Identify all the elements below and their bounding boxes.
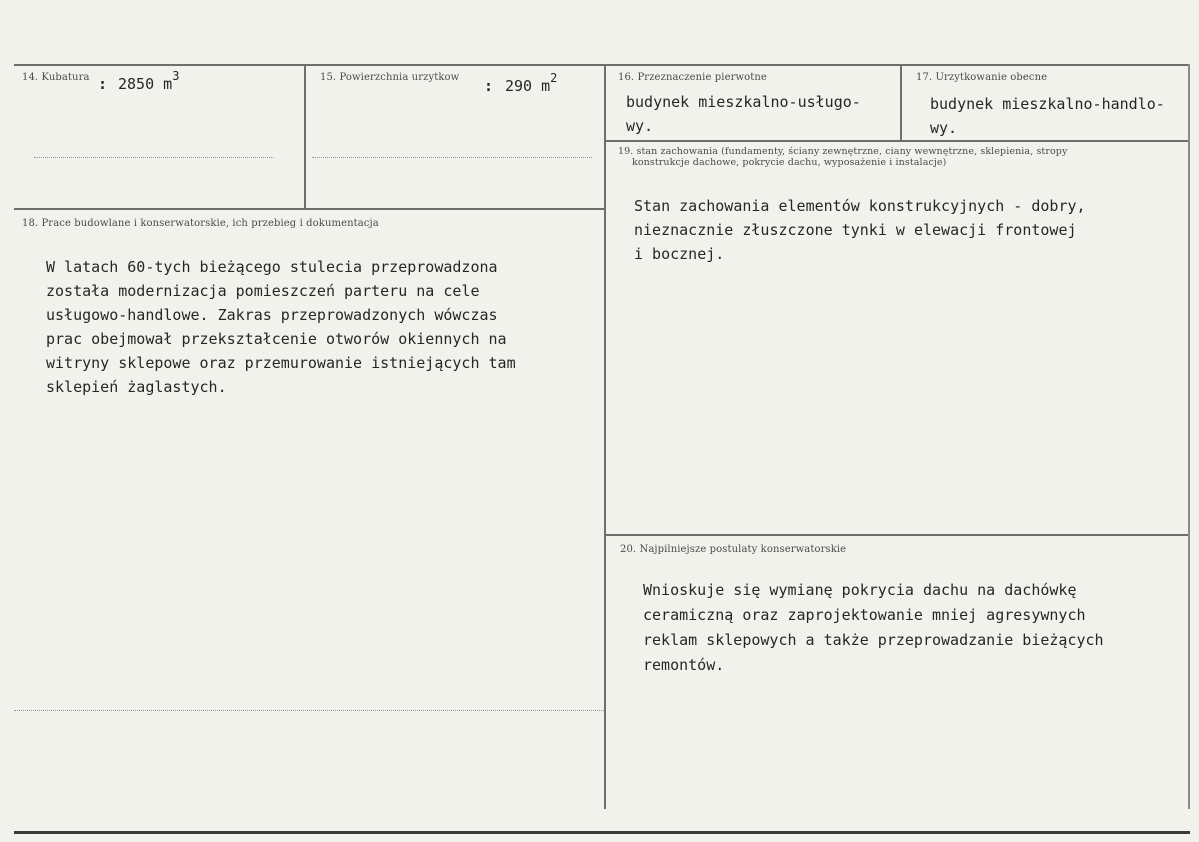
field-17-label: 17. Urzytkowanie obecne bbox=[916, 72, 1048, 83]
field-20-line: remontów. bbox=[643, 656, 725, 674]
field-16-line: budynek mieszkalno-usługo- bbox=[626, 93, 861, 111]
bottom-border-line bbox=[14, 831, 1190, 834]
field-20-line: reklam sklepowych a także przeprowadzanie bieżących bbox=[643, 631, 1104, 649]
section19-bottom-line bbox=[606, 534, 1190, 536]
right-border-line bbox=[1188, 64, 1190, 809]
field-15-superscript: 2 bbox=[550, 71, 558, 85]
field-20-line: Wnioskuje się wymianę pokrycia dachu na dachówkę bbox=[643, 581, 1077, 599]
field-17-line: wy. bbox=[930, 119, 958, 137]
dotted-guide bbox=[14, 710, 604, 711]
field-15-label: 15. Powierzchnia urzytkow bbox=[320, 72, 460, 83]
dotted-guide bbox=[312, 157, 592, 158]
field-18-line: została modernizacja pomieszczeń parteru na cele bbox=[46, 282, 480, 300]
field-19-label: 19. stan zachowania (fundamenty, ściany zewnętrzne, ciany wewnętrzne, sklepienia, stropy bbox=[618, 146, 1068, 157]
field-17-line: budynek mieszkalno-handlo- bbox=[930, 95, 1165, 113]
field-16-line: wy. bbox=[626, 117, 654, 135]
field-18-label: 18. Prace budowlane i konserwatorskie, ich przebieg i dokumentacja bbox=[22, 218, 379, 229]
field-18-line: witryny sklepowe oraz przemurowanie istniejących tam bbox=[46, 354, 516, 372]
field-15-separator: : bbox=[484, 77, 494, 95]
field-19-line: i bocznej. bbox=[634, 245, 725, 263]
field-14-superscript: 3 bbox=[172, 69, 180, 83]
field-14-separator: : bbox=[98, 75, 108, 93]
field-18-line: sklepień żaglastych. bbox=[46, 378, 227, 396]
field-14-label: 14. Kubatura bbox=[22, 72, 90, 83]
field-19-line: Stan zachowania elementów konstrukcyjnych - dobry, bbox=[634, 197, 1086, 215]
field-15-value: 290 $m^2$ bbox=[505, 71, 558, 95]
divider-14-15 bbox=[304, 64, 306, 209]
field-18-line: usługowo-handlowe. Zakras przeprowadzonych wówczas bbox=[46, 306, 498, 324]
main-vertical-divider bbox=[604, 64, 606, 809]
field-16-label: 16. Przeznaczenie pierwotne bbox=[618, 72, 767, 83]
dotted-guide bbox=[34, 157, 274, 158]
row1-bottom-line-left bbox=[14, 208, 606, 210]
field-14-value: 2850 $m^3$ bbox=[118, 69, 180, 93]
field-19-label-line2: konstrukcje dachowe, pokrycie dachu, wyposażenie i instalacje) bbox=[632, 157, 947, 168]
field-20-line: ceramiczną oraz zaprojektowanie mniej agresywnych bbox=[643, 606, 1086, 624]
top-border-line bbox=[14, 64, 1190, 66]
row1-bottom-line-right bbox=[606, 140, 1190, 142]
field-20-label: 20. Najpilniejsze postulaty konserwatorskie bbox=[620, 544, 847, 555]
divider-16-17 bbox=[900, 64, 902, 141]
field-19-line: nieznacznie złuszczone tynki w elewacji frontowej bbox=[634, 221, 1077, 239]
field-18-line: prac obejmował przekształcenie otworów okiennych na bbox=[46, 330, 507, 348]
field-18-line: W latach 60-tych bieżącego stulecia przeprowadzona bbox=[46, 258, 498, 276]
